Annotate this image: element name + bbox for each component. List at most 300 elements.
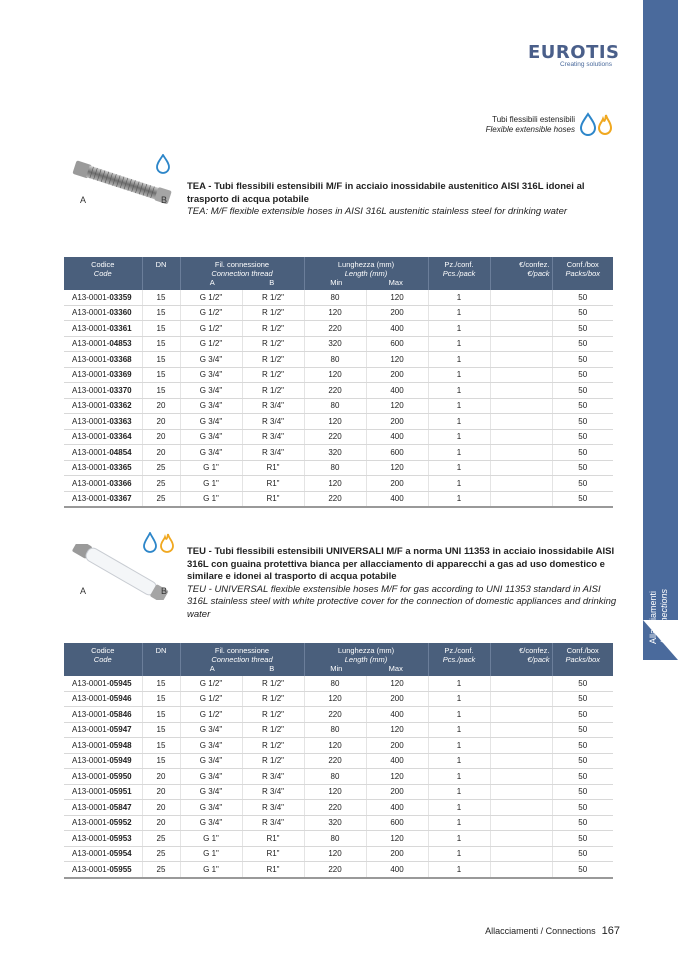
- cell-a: G 3/4": [180, 414, 242, 430]
- sidebar-label-en: / Connections: [659, 588, 669, 644]
- table-row: [64, 707, 613, 723]
- cell-code: A13-0001-03359: [64, 290, 142, 305]
- cell-price: [490, 846, 552, 862]
- table-header-row: [64, 643, 613, 676]
- table-row: [64, 738, 613, 754]
- category-legend: [460, 115, 575, 135]
- table-row: [64, 769, 613, 785]
- cell-pcs: 1: [428, 846, 490, 862]
- cell-code: A13-0001-05953: [64, 831, 142, 847]
- cell-code: A13-0001-03364: [64, 429, 142, 445]
- cell-dn: 15: [142, 707, 180, 723]
- cell-price: [490, 491, 552, 507]
- cell-price: [490, 398, 552, 414]
- cell-b: R 1/2": [242, 676, 304, 691]
- cell-price: [490, 414, 552, 430]
- col-thread: Fil. connessione Connection thread A B: [180, 257, 304, 290]
- table-row: [64, 846, 613, 862]
- cell-box: 50: [552, 800, 613, 816]
- col-pcs: Pz./conf. Pcs./pack: [428, 257, 490, 290]
- cell-dn: 15: [142, 321, 180, 337]
- cell-code: A13-0001-03370: [64, 383, 142, 399]
- cell-max: 120: [366, 352, 428, 368]
- cell-max: 400: [366, 862, 428, 878]
- cell-b: R 1/2": [242, 707, 304, 723]
- cell-min: 220: [304, 800, 366, 816]
- cell-box: 50: [552, 460, 613, 476]
- cell-price: [490, 290, 552, 305]
- cell-pcs: 1: [428, 445, 490, 461]
- cell-box: 50: [552, 738, 613, 754]
- cell-a: G 3/4": [180, 784, 242, 800]
- cell-dn: 25: [142, 476, 180, 492]
- cell-price: [490, 722, 552, 738]
- cell-code: A13-0001-03366: [64, 476, 142, 492]
- cell-max: 120: [366, 398, 428, 414]
- cell-min: 220: [304, 429, 366, 445]
- cell-box: 50: [552, 815, 613, 831]
- cell-max: 200: [366, 305, 428, 321]
- cell-price: [490, 305, 552, 321]
- water-drop-icon: [155, 154, 171, 174]
- cell-a: G 1": [180, 460, 242, 476]
- cell-max: 200: [366, 784, 428, 800]
- cell-price: [490, 707, 552, 723]
- cell-dn: 15: [142, 722, 180, 738]
- sidebar-label: [648, 588, 676, 760]
- cell-box: 50: [552, 445, 613, 461]
- cell-code: A13-0001-05847: [64, 800, 142, 816]
- table-row: [64, 831, 613, 847]
- cell-a: G 3/4": [180, 398, 242, 414]
- cell-dn: 20: [142, 445, 180, 461]
- cell-a: G 1": [180, 831, 242, 847]
- cell-pcs: 1: [428, 476, 490, 492]
- label-end-a: A: [80, 195, 87, 205]
- cell-max: 400: [366, 321, 428, 337]
- table-row: [64, 445, 613, 461]
- cell-max: 120: [366, 460, 428, 476]
- cell-max: 200: [366, 691, 428, 707]
- cell-b: R 3/4": [242, 784, 304, 800]
- cell-max: 400: [366, 383, 428, 399]
- cell-box: 50: [552, 398, 613, 414]
- table-header-row: [64, 257, 613, 290]
- cell-box: 50: [552, 476, 613, 492]
- cell-price: [490, 784, 552, 800]
- cell-code: A13-0001-05951: [64, 784, 142, 800]
- table-row: [64, 800, 613, 816]
- cell-min: 220: [304, 383, 366, 399]
- table-row: [64, 429, 613, 445]
- cell-price: [490, 862, 552, 878]
- cell-a: G 3/4": [180, 383, 242, 399]
- table-row: [64, 352, 613, 368]
- cell-code: A13-0001-05949: [64, 753, 142, 769]
- cell-a: G 3/4": [180, 445, 242, 461]
- cell-b: R 1/2": [242, 753, 304, 769]
- cell-price: [490, 445, 552, 461]
- label-end-a: A: [80, 586, 87, 596]
- cell-code: A13-0001-03360: [64, 305, 142, 321]
- table-row: [64, 290, 613, 305]
- brand-tagline: Creating solutions: [559, 61, 612, 68]
- cell-code: A13-0001-05955: [64, 862, 142, 878]
- cell-box: 50: [552, 784, 613, 800]
- cell-pcs: 1: [428, 800, 490, 816]
- cell-min: 120: [304, 784, 366, 800]
- brand-name: EUROTIS: [528, 42, 620, 63]
- brand-logo: [528, 42, 618, 68]
- cell-dn: 15: [142, 305, 180, 321]
- cell-a: G 3/4": [180, 769, 242, 785]
- cell-a: G 1": [180, 846, 242, 862]
- cell-a: G 3/4": [180, 722, 242, 738]
- cell-box: 50: [552, 367, 613, 383]
- cell-pcs: 1: [428, 290, 490, 305]
- cell-a: G 3/4": [180, 800, 242, 816]
- cell-a: G 1/2": [180, 321, 242, 337]
- cell-box: 50: [552, 707, 613, 723]
- cell-pcs: 1: [428, 429, 490, 445]
- table-row: [64, 383, 613, 399]
- cell-min: 80: [304, 290, 366, 305]
- cell-min: 80: [304, 769, 366, 785]
- cell-pcs: 1: [428, 383, 490, 399]
- cell-box: 50: [552, 862, 613, 878]
- cell-a: G 1/2": [180, 676, 242, 691]
- cell-pcs: 1: [428, 722, 490, 738]
- cell-price: [490, 769, 552, 785]
- cell-a: G 1": [180, 476, 242, 492]
- cell-box: 50: [552, 429, 613, 445]
- cell-dn: 20: [142, 398, 180, 414]
- cell-pcs: 1: [428, 769, 490, 785]
- cell-price: [490, 676, 552, 691]
- table-row: [64, 784, 613, 800]
- cell-max: 400: [366, 491, 428, 507]
- section2-title: [187, 546, 617, 621]
- table-row: [64, 491, 613, 507]
- cell-a: G 3/4": [180, 367, 242, 383]
- cell-code: A13-0001-05946: [64, 691, 142, 707]
- cell-code: A13-0001-05948: [64, 738, 142, 754]
- cell-min: 80: [304, 398, 366, 414]
- cell-pcs: 1: [428, 862, 490, 878]
- category-it: Tubi flessibili estensibili: [492, 115, 575, 124]
- cell-max: 120: [366, 290, 428, 305]
- cell-b: R 3/4": [242, 815, 304, 831]
- cell-b: R 3/4": [242, 398, 304, 414]
- cell-code: A13-0001-04853: [64, 336, 142, 352]
- cell-b: R 1/2": [242, 691, 304, 707]
- cell-b: R 1/2": [242, 722, 304, 738]
- cell-pcs: 1: [428, 784, 490, 800]
- cell-dn: 25: [142, 862, 180, 878]
- cell-pcs: 1: [428, 691, 490, 707]
- section1-title-it: TEA - Tubi flessibili estensibili M/F in acciaio inossidabile austenitico AISI 316L idonei al trasporto di acqua potabile: [187, 181, 585, 205]
- cell-code: A13-0001-03369: [64, 367, 142, 383]
- col-thread: Fil. connessione Connection thread A B: [180, 643, 304, 676]
- cell-min: 120: [304, 414, 366, 430]
- cell-min: 320: [304, 815, 366, 831]
- cell-min: 220: [304, 707, 366, 723]
- cell-min: 120: [304, 367, 366, 383]
- cell-min: 80: [304, 460, 366, 476]
- cell-price: [490, 800, 552, 816]
- cell-pcs: 1: [428, 336, 490, 352]
- cell-box: 50: [552, 676, 613, 691]
- cell-price: [490, 460, 552, 476]
- cell-min: 80: [304, 722, 366, 738]
- cell-price: [490, 831, 552, 847]
- table-row: [64, 414, 613, 430]
- col-price: €/confez. €/pack: [490, 257, 552, 290]
- cell-b: R 1/2": [242, 321, 304, 337]
- sidebar-label-it: Allacciamenti: [648, 590, 658, 644]
- cell-box: 50: [552, 491, 613, 507]
- cell-a: G 3/4": [180, 429, 242, 445]
- cell-pcs: 1: [428, 460, 490, 476]
- cell-min: 320: [304, 336, 366, 352]
- label-end-b: B: [161, 586, 168, 596]
- cell-pcs: 1: [428, 367, 490, 383]
- cell-box: 50: [552, 753, 613, 769]
- cell-max: 120: [366, 676, 428, 691]
- table-row: [64, 398, 613, 414]
- cell-price: [490, 691, 552, 707]
- cell-price: [490, 476, 552, 492]
- cell-b: R 3/4": [242, 429, 304, 445]
- col-length: Lunghezza (mm) Length (mm) Min Max: [304, 257, 428, 290]
- category-en: Flexible extensible hoses: [485, 125, 575, 134]
- table-row: [64, 676, 613, 691]
- section2-title-en: TEU - UNIVERSAL flexible exstensible hoses M/F for gas according to UNI 11353 standard in AISI 316L stainless steel with white protective cover for the connection of domestic appliances and drinking water: [187, 583, 617, 620]
- cell-code: A13-0001-05945: [64, 676, 142, 691]
- label-end-b: B: [161, 195, 168, 205]
- water-drop-icon: [144, 533, 156, 552]
- cell-pcs: 1: [428, 414, 490, 430]
- table-row: [64, 476, 613, 492]
- cell-min: 80: [304, 676, 366, 691]
- cell-max: 400: [366, 753, 428, 769]
- cell-pcs: 1: [428, 491, 490, 507]
- cell-dn: 15: [142, 676, 180, 691]
- cell-box: 50: [552, 290, 613, 305]
- cell-code: A13-0001-03365: [64, 460, 142, 476]
- cell-dn: 20: [142, 815, 180, 831]
- cell-dn: 15: [142, 367, 180, 383]
- cell-min: 120: [304, 846, 366, 862]
- cell-max: 120: [366, 722, 428, 738]
- cell-dn: 15: [142, 691, 180, 707]
- cell-price: [490, 753, 552, 769]
- table-row: [64, 815, 613, 831]
- cell-b: R 3/4": [242, 769, 304, 785]
- cell-max: 600: [366, 445, 428, 461]
- cell-dn: 15: [142, 383, 180, 399]
- cell-b: R1": [242, 862, 304, 878]
- cell-box: 50: [552, 336, 613, 352]
- cell-min: 220: [304, 862, 366, 878]
- cell-b: R1": [242, 460, 304, 476]
- section1-title: [187, 181, 617, 219]
- cell-a: G 1": [180, 862, 242, 878]
- table-row: [64, 862, 613, 878]
- table-row: [64, 305, 613, 321]
- cell-code: A13-0001-05947: [64, 722, 142, 738]
- cell-max: 200: [366, 738, 428, 754]
- col-dn: DN: [142, 643, 180, 676]
- table-row: [64, 321, 613, 337]
- cell-pcs: 1: [428, 707, 490, 723]
- cell-pcs: 1: [428, 831, 490, 847]
- cell-b: R 1/2": [242, 367, 304, 383]
- cell-box: 50: [552, 722, 613, 738]
- cell-box: 50: [552, 414, 613, 430]
- section2-title-it: TEU - Tubi flessibili estensibili UNIVERSALI M/F a norma UNI 11353 in acciaio inossidabile AISI 316L con guaina protettiva bianca per allacciamento di apparecchi a gas ad uso domestico e similare e idonei al trasporto di acqua potabile: [187, 546, 615, 582]
- cell-b: R1": [242, 476, 304, 492]
- cell-min: 120: [304, 476, 366, 492]
- col-dn: DN: [142, 257, 180, 290]
- cell-box: 50: [552, 352, 613, 368]
- col-price: €/confez. €/pack: [490, 643, 552, 676]
- cell-max: 600: [366, 815, 428, 831]
- cell-dn: 25: [142, 846, 180, 862]
- cell-code: A13-0001-03368: [64, 352, 142, 368]
- cell-dn: 20: [142, 429, 180, 445]
- cell-dn: 15: [142, 290, 180, 305]
- col-box: Conf./box Packs/box: [552, 643, 613, 676]
- flame-icon: [161, 534, 173, 552]
- table-row: [64, 722, 613, 738]
- cell-box: 50: [552, 305, 613, 321]
- cell-code: A13-0001-03362: [64, 398, 142, 414]
- page-footer: [470, 925, 620, 937]
- page-number: 167: [601, 925, 620, 937]
- cell-b: R 3/4": [242, 800, 304, 816]
- water-gas-icons: [578, 112, 614, 136]
- cell-a: G 1/2": [180, 691, 242, 707]
- cell-b: R 3/4": [242, 445, 304, 461]
- cell-price: [490, 738, 552, 754]
- cell-dn: 20: [142, 784, 180, 800]
- cell-b: R 1/2": [242, 336, 304, 352]
- cell-box: 50: [552, 691, 613, 707]
- cell-a: G 1/2": [180, 336, 242, 352]
- cell-pcs: 1: [428, 352, 490, 368]
- table-row: [64, 367, 613, 383]
- cell-max: 400: [366, 429, 428, 445]
- cell-b: R 1/2": [242, 738, 304, 754]
- cell-max: 200: [366, 414, 428, 430]
- cell-code: A13-0001-05846: [64, 707, 142, 723]
- cell-pcs: 1: [428, 398, 490, 414]
- cell-code: A13-0001-03367: [64, 491, 142, 507]
- cell-b: R 1/2": [242, 305, 304, 321]
- col-pcs: Pz./conf. Pcs./pack: [428, 643, 490, 676]
- cell-a: G 1/2": [180, 305, 242, 321]
- cell-min: 220: [304, 321, 366, 337]
- cell-price: [490, 352, 552, 368]
- cell-max: 120: [366, 769, 428, 785]
- cell-box: 50: [552, 846, 613, 862]
- cell-dn: 25: [142, 491, 180, 507]
- cell-dn: 25: [142, 460, 180, 476]
- cell-code: A13-0001-03363: [64, 414, 142, 430]
- cell-box: 50: [552, 383, 613, 399]
- cell-b: R 3/4": [242, 414, 304, 430]
- col-box: Conf./box Packs/box: [552, 257, 613, 290]
- cell-min: 220: [304, 753, 366, 769]
- footer-text: Allacciamenti / Connections: [485, 926, 596, 936]
- cell-b: R1": [242, 831, 304, 847]
- cell-max: 200: [366, 476, 428, 492]
- cell-pcs: 1: [428, 738, 490, 754]
- cell-box: 50: [552, 321, 613, 337]
- cell-a: G 1/2": [180, 707, 242, 723]
- cell-dn: 15: [142, 753, 180, 769]
- cell-price: [490, 383, 552, 399]
- cell-a: G 3/4": [180, 753, 242, 769]
- cell-dn: 20: [142, 414, 180, 430]
- cell-b: R 1/2": [242, 383, 304, 399]
- table-row: [64, 336, 613, 352]
- cell-price: [490, 321, 552, 337]
- cell-price: [490, 815, 552, 831]
- product-table-tea: [64, 257, 613, 508]
- cell-min: 80: [304, 352, 366, 368]
- cell-b: R1": [242, 491, 304, 507]
- col-length: Lunghezza (mm) Length (mm) Min Max: [304, 643, 428, 676]
- cell-min: 120: [304, 305, 366, 321]
- sidebar-band: [643, 0, 678, 660]
- cell-dn: 15: [142, 738, 180, 754]
- cell-min: 80: [304, 831, 366, 847]
- water-gas-icons: [141, 532, 177, 554]
- cell-max: 120: [366, 831, 428, 847]
- cell-box: 50: [552, 769, 613, 785]
- cell-pcs: 1: [428, 753, 490, 769]
- cell-dn: 15: [142, 336, 180, 352]
- cell-max: 200: [366, 367, 428, 383]
- cell-min: 220: [304, 491, 366, 507]
- cell-a: G 1": [180, 491, 242, 507]
- cell-max: 200: [366, 846, 428, 862]
- table-row: [64, 691, 613, 707]
- cell-code: A13-0001-05954: [64, 846, 142, 862]
- cell-pcs: 1: [428, 676, 490, 691]
- cell-b: R 1/2": [242, 290, 304, 305]
- cell-code: A13-0001-05950: [64, 769, 142, 785]
- water-drop-icon: [581, 114, 595, 135]
- section1-title-en: TEA: M/F flexible extensible hoses in AISI 316L austenitic stainless steel for drinking water: [187, 206, 568, 217]
- cell-a: G 3/4": [180, 815, 242, 831]
- cell-dn: 15: [142, 352, 180, 368]
- cell-max: 600: [366, 336, 428, 352]
- cell-a: G 3/4": [180, 738, 242, 754]
- cell-pcs: 1: [428, 321, 490, 337]
- table-row: [64, 753, 613, 769]
- cell-max: 400: [366, 707, 428, 723]
- product-table-teu: [64, 643, 613, 879]
- cell-min: 120: [304, 738, 366, 754]
- cell-price: [490, 429, 552, 445]
- cell-b: R1": [242, 846, 304, 862]
- cell-code: A13-0001-05952: [64, 815, 142, 831]
- cell-dn: 25: [142, 831, 180, 847]
- col-code: Codice Code: [64, 257, 142, 290]
